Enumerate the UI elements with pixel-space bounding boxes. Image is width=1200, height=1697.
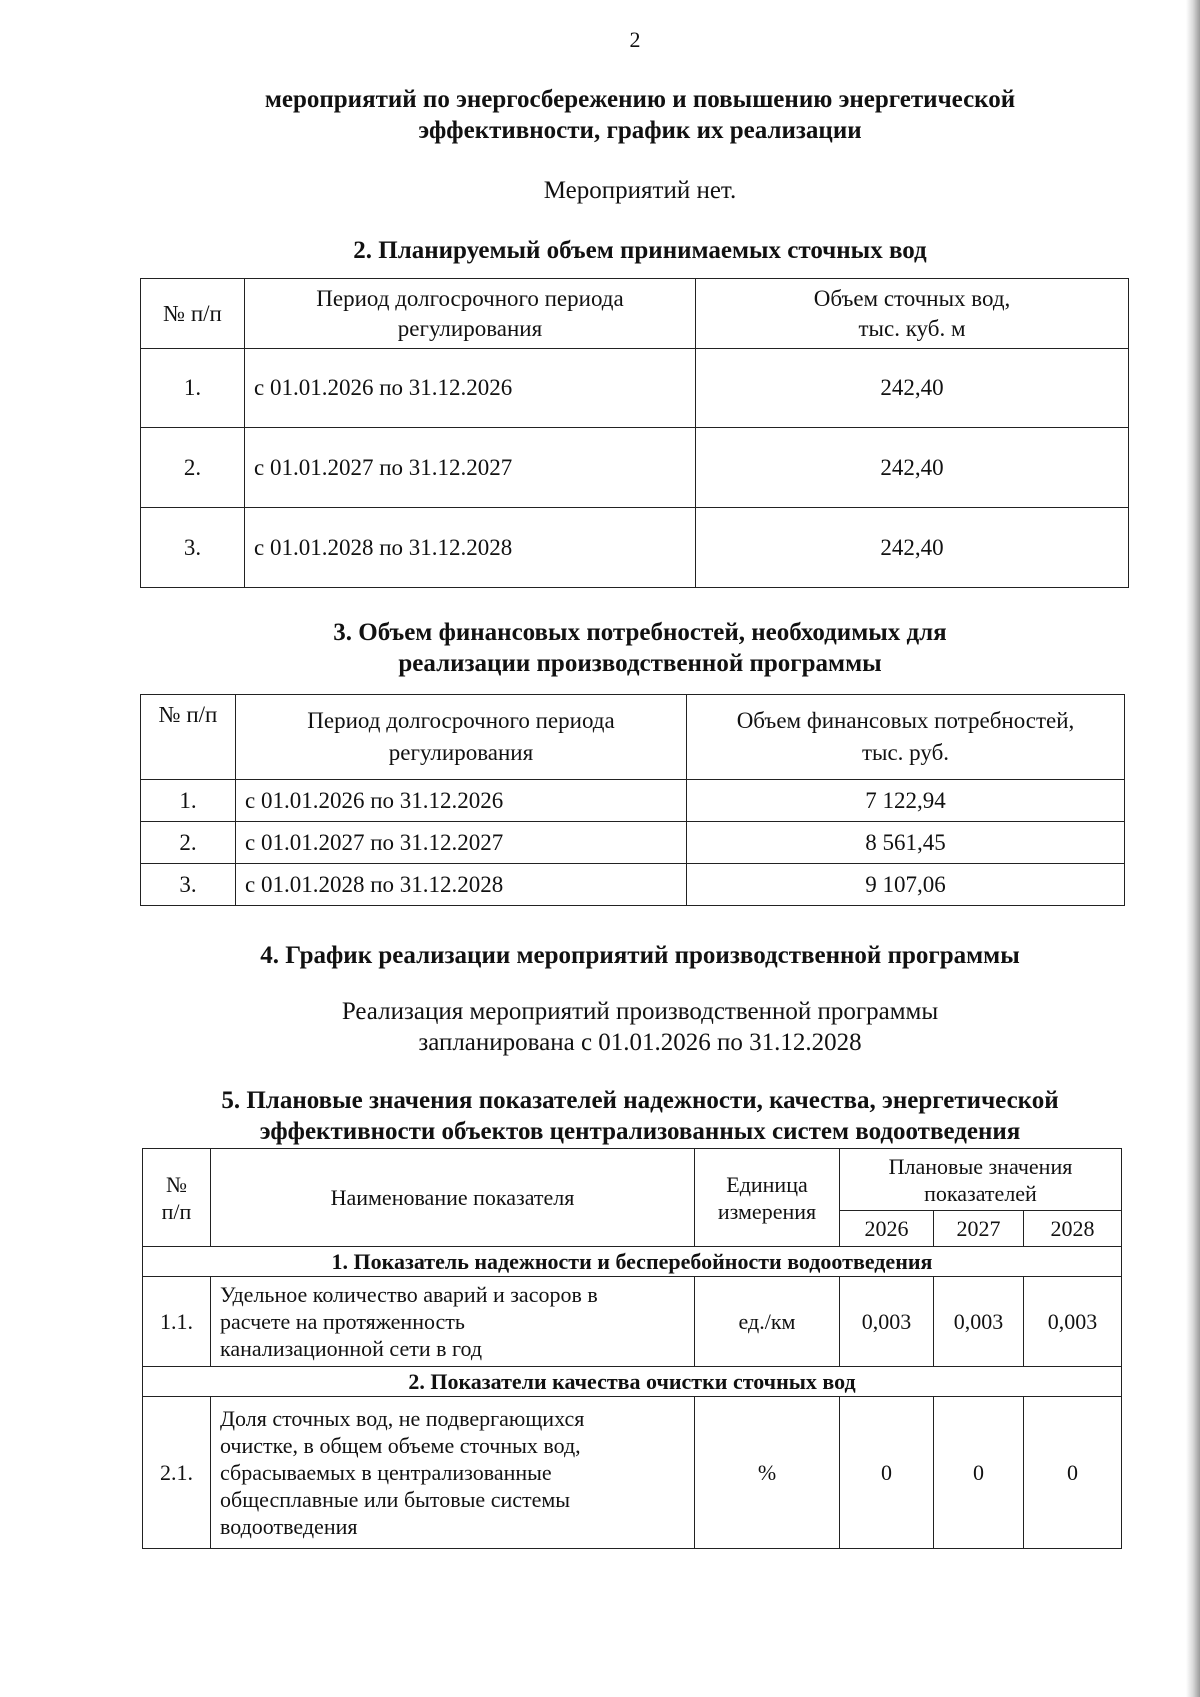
row-value-2027: 0 [934,1397,1024,1549]
table-row [141,349,1129,428]
group-title: 1. Показатель надежности и бесперебойности водоотведения [143,1247,1122,1277]
row-value-2026: 0,003 [840,1277,934,1367]
header-period-line: регулирования [397,315,543,341]
sewage-volume-table [140,278,1129,588]
section3-title [140,617,1140,679]
row-value: 242,40 [696,508,1129,588]
group-title: 2. Показатели качества очистки сточных вод [143,1367,1122,1397]
header-num-line: п/п [161,1198,192,1224]
row-value-2028: 0 [1024,1397,1122,1549]
header-year: 2026 [840,1211,934,1247]
row-num: 1. [141,349,245,428]
section5-title-line: эффективности объектов централизованных систем водоотведения [259,1118,1021,1145]
header-unit-line: измерения [717,1198,817,1224]
header-period-line: Период долгосрочного периода [307,708,615,733]
intro-heading-line: мероприятий по энергосбережению и повышению энергетической [264,86,1016,113]
intro-note: Мероприятий нет. [543,177,737,204]
header-num: № п/п [141,279,245,349]
table-header-row [141,279,1129,349]
group-title-row [143,1367,1122,1397]
row-num: 1.1. [143,1277,211,1367]
indicator-name-line: Удельное количество аварий и засоров в [220,1282,598,1307]
header-volume-line: Объем сточных вод, [813,285,1011,311]
table-header-row [143,1149,1122,1211]
header-indicator-name: Наименование показателя [211,1149,695,1247]
row-num: 3. [141,508,245,588]
row-value: 242,40 [696,428,1129,508]
row-value-2027: 0,003 [934,1277,1024,1367]
row-value-2028: 0,003 [1024,1277,1122,1367]
header-period-line: Период долгосрочного периода [316,285,624,311]
table-row [141,822,1125,864]
indicator-name-line: очистке, в общем объеме сточных вод, [220,1433,581,1458]
header-finance [687,695,1125,780]
row-value-2026: 0 [840,1397,934,1549]
page-number: 2 [629,27,641,52]
table-row [141,780,1125,822]
header-finance-line: тыс. руб. [861,740,950,765]
row-value: 8 561,45 [687,822,1125,864]
table-row [141,864,1125,906]
row-value: 7 122,94 [687,780,1125,822]
section4-title: 4. График реализации мероприятий производственной программы [260,942,1020,969]
header-num-line: № [166,1171,187,1197]
indicator-name-line: водоотведения [220,1514,358,1539]
row-indicator-name [211,1277,695,1367]
indicator-name-line: Доля сточных вод, не подвергающихся [220,1406,585,1431]
row-value: 242,40 [696,349,1129,428]
header-planned-line: показателей [924,1180,1037,1206]
row-period: с 01.01.2026 по 31.12.2026 [245,349,696,428]
header-period [245,279,696,349]
table-row [143,1397,1122,1549]
intro-heading [140,84,1140,146]
indicator-name-line: канализационной сети в год [220,1336,483,1361]
section5-title [130,1085,1150,1147]
indicator-name-line: общесплавные или бытовые системы [220,1487,571,1512]
section2-title: 2. Планируемый объем принимаемых сточных вод [353,237,927,264]
row-num: 2.1. [143,1397,211,1549]
header-planned-line: Плановые значения [888,1153,1073,1179]
header-planned-values [840,1149,1122,1211]
header-period [236,695,687,780]
table-header-row [141,695,1125,780]
intro-heading-line: эффективности, график их реализации [418,117,862,144]
section5-title-line: 5. Плановые значения показателей надежности, качества, энергетической [221,1087,1059,1114]
table-row [141,508,1129,588]
row-num: 3. [141,864,236,906]
row-period: с 01.01.2028 по 31.12.2028 [245,508,696,588]
row-num: 2. [141,822,236,864]
section3-title-line: реализации производственной программы [398,650,882,677]
header-period-line: регулирования [388,740,534,765]
row-period: с 01.01.2027 по 31.12.2027 [236,822,687,864]
table-row [141,428,1129,508]
section3-title-line: 3. Объем финансовых потребностей, необходимых для [333,619,947,646]
row-period: с 01.01.2026 по 31.12.2026 [236,780,687,822]
header-year: 2027 [934,1211,1024,1247]
header-volume-line: тыс. куб. м [858,315,966,341]
header-num: № п/п [141,695,236,780]
financial-needs-table [140,694,1125,906]
section4-text-line: запланирована с 01.01.2026 по 31.12.2028 [418,1029,862,1056]
indicator-name-line: сбрасываемых в централизованные [220,1460,552,1485]
header-unit [695,1149,840,1247]
section4-text-line: Реализация мероприятий производственной программы [341,998,939,1025]
header-unit-line: Единица [726,1171,808,1197]
indicator-name-line: расчете на протяженность [220,1309,465,1334]
row-indicator-name [211,1397,695,1549]
row-num: 2. [141,428,245,508]
scan-edge-shadow [1186,0,1200,1697]
row-period: с 01.01.2027 по 31.12.2027 [245,428,696,508]
header-year: 2028 [1024,1211,1122,1247]
header-finance-line: Объем финансовых потребностей, [736,708,1075,733]
header-volume [696,279,1129,349]
row-unit: ед./км [695,1277,840,1367]
row-period: с 01.01.2028 по 31.12.2028 [236,864,687,906]
header-num [143,1149,211,1247]
group-title-row [143,1247,1122,1277]
row-num: 1. [141,780,236,822]
row-value: 9 107,06 [687,864,1125,906]
section4-text [140,996,1140,1058]
indicators-table [142,1148,1122,1549]
row-unit: % [695,1397,840,1549]
table-row [143,1277,1122,1367]
